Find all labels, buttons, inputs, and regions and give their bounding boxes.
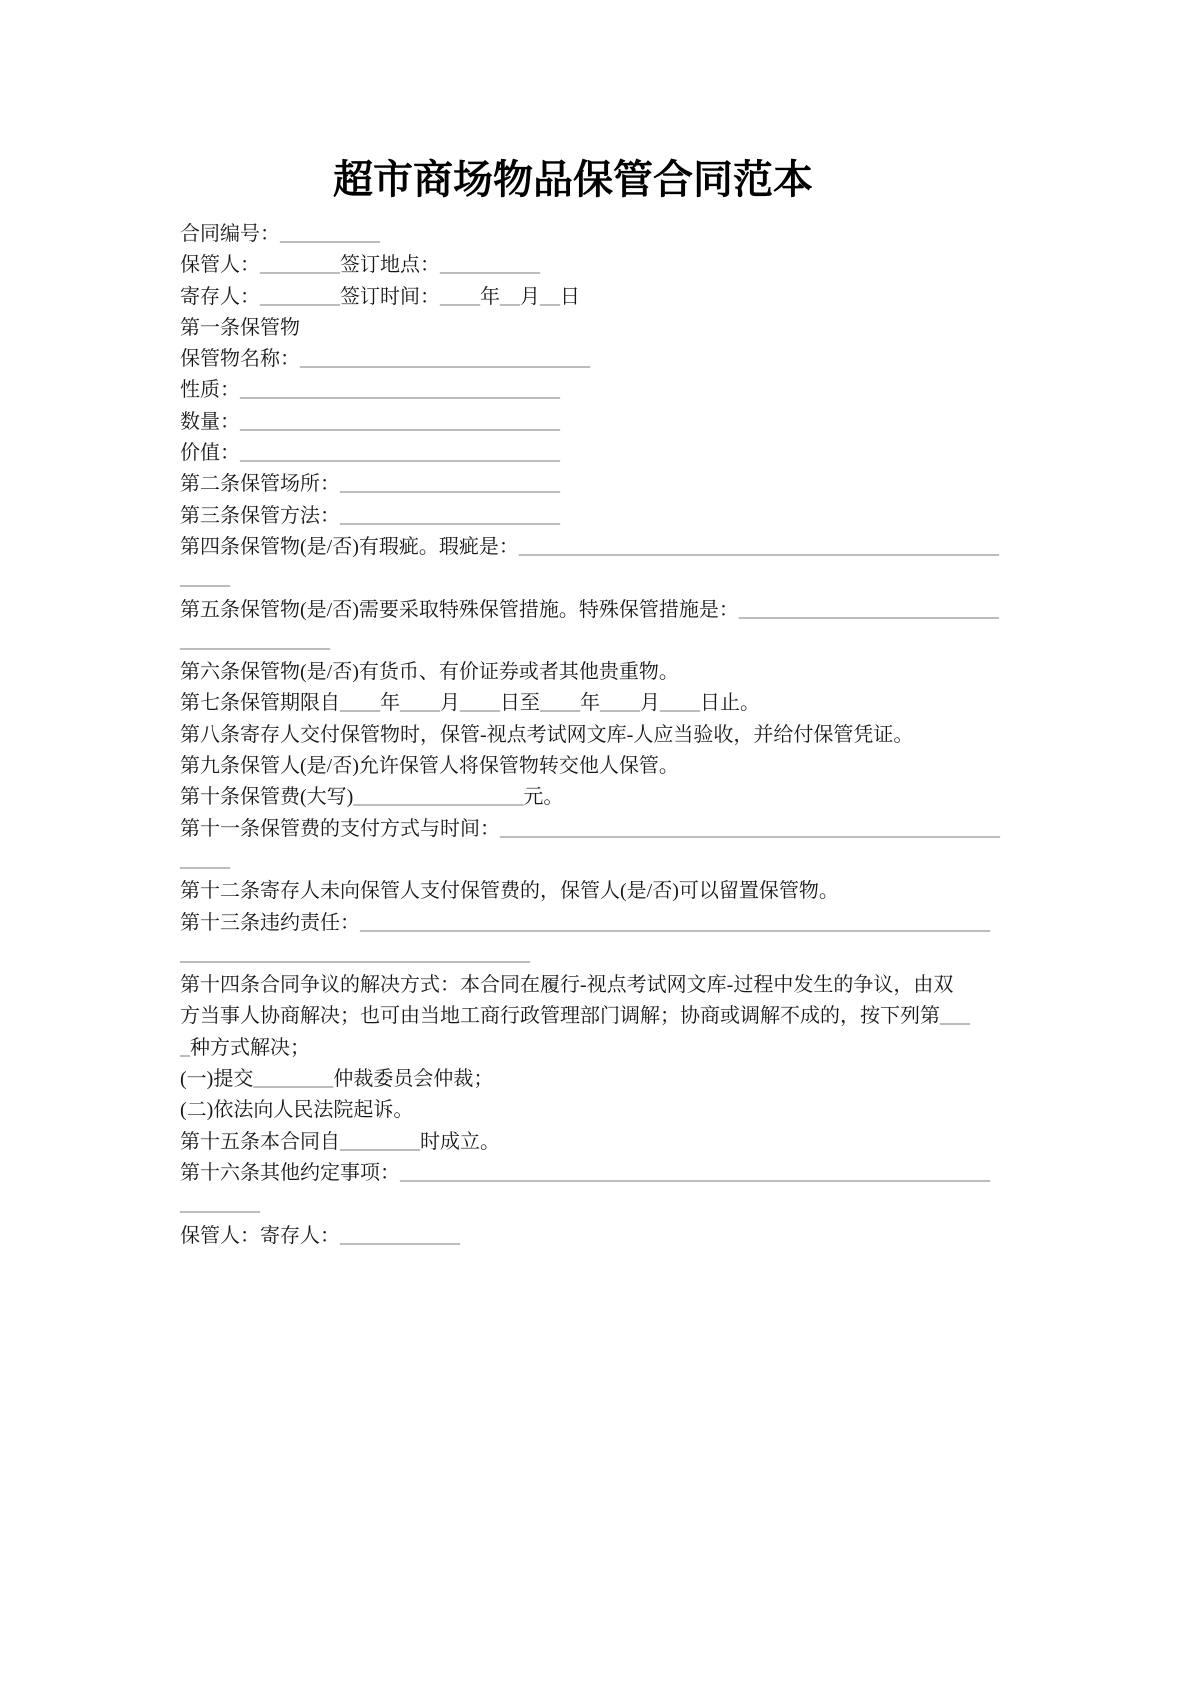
fill-in-blank: ______________________ [340,473,560,496]
contract-line [180,344,1016,375]
fill-in-blank: ____ [440,285,480,308]
fill-in-blank: ________ [253,1068,334,1091]
contract-text: 合同编号： [180,223,280,245]
contract-text: 寄存人： [180,285,260,308]
fill-in-blank: _______________________________________________________________ [360,911,990,934]
contract-text: 保管人： [180,254,260,277]
contract-text: 月 [640,692,660,715]
fill-in-blank: ________________________________ [240,442,560,465]
contract-text: 保管人：寄存人： [180,1224,340,1247]
contract-text: 签订时间： [340,285,440,308]
contract-line [180,1064,1016,1095]
contract-line [180,782,1016,813]
contract-text: 第九条保管人(是/否)允许保管人将保管物转交他人保管。 [180,755,679,778]
contract-line [180,939,1016,970]
contract-text: (一)提交 [180,1068,254,1091]
contract-line [180,501,1016,532]
fill-in-blank: ____ [460,692,500,715]
fill-in-blank: __________ [280,223,380,245]
contract-text: 数量： [180,410,240,433]
contract-line [180,469,1016,500]
contract-text: 年 [380,692,400,715]
contract-text: 第四条保管物(是/否)有瑕疵。瑕疵是： [180,535,519,558]
contract-line [180,1127,1016,1158]
fill-in-blank: _____________________________ [300,348,590,371]
contract-line [180,1189,1016,1220]
contract-text: 元。 [523,786,564,809]
contract-line [180,532,1016,563]
contract-line [180,1158,1016,1189]
fill-in-blank: ___________________________________________________________ [400,1161,990,1184]
contract-line [180,407,1016,438]
contract-text: 第三条保管方法： [180,504,340,527]
fill-in-blank: ____________ [340,1224,460,1247]
contract-line [180,657,1016,688]
contract-text: 性质： [180,379,240,402]
contract-text: 第十二条寄存人未向保管人支付保管费的，保管人(是/否)可以留置保管物。 [180,880,839,903]
contract-line [180,720,1016,751]
contract-line [180,375,1016,406]
contract-text: 方当事人协商解决；也可由当地工商行政管理部门调解；协商或调解不成的，按下列第 [180,1005,940,1028]
contract-line [180,970,1016,1001]
contract-line [180,313,1016,344]
fill-in-blank: __ [500,285,520,308]
contract-text: 第十一条保管费的支付方式与时间： [180,817,500,840]
fill-in-blank: _ [180,1036,190,1059]
fill-in-blank: ________________________________________________ [518,535,999,558]
contract-text: 第十三条违约责任： [180,911,360,934]
contract-text: 日止。 [700,692,760,715]
contract-text: 第二条保管场所： [180,473,340,496]
contract-line [180,1095,1016,1126]
fill-in-blank: ____ [540,692,580,715]
fill-in-blank: __ [540,285,560,308]
contract-text: 保管物名称： [180,348,300,371]
contract-text: 年 [580,692,600,715]
contract-text: 第十四条合同争议的解决方式：本合同在履行-视点考试网文库-过程中发生的争议，由双 [180,974,954,997]
fill-in-blank: ______________________ [340,504,560,527]
contract-text: 第八条寄存人交付保管物时，保管-视点考试网文库-人应当验收，并给付保管凭证。 [180,723,914,746]
fill-in-blank: __________ [440,254,540,277]
contract-line [180,1001,1016,1032]
contract-text: 签订地点： [340,254,440,277]
fill-in-blank: ________ [180,1193,260,1216]
contract-text: 第十五条本合同自 [180,1130,340,1153]
contract-text: 第六条保管物(是/否)有货币、有价证券或者其他贵重物。 [180,661,679,684]
contract-text: 第十六条其他约定事项： [180,1161,400,1184]
contract-line [180,814,1016,845]
contract-line [180,908,1016,939]
contract-text: 种方式解决； [190,1036,310,1059]
contract-text: 第十条保管费(大写) [180,786,354,809]
contract-text: 仲裁委员会仲裁； [333,1068,494,1091]
contract-line [180,626,1016,657]
fill-in-blank: ____ [660,692,700,715]
contract-line [180,1221,1016,1252]
fill-in-blank: ________________________________ [240,410,560,433]
fill-in-blank: _____ [180,848,230,871]
contract-text: 价值： [180,442,240,465]
contract-text: 第一条保管物 [180,316,300,339]
contract-text: 第七条保管期限自 [180,692,340,715]
contract-text: 月 [440,692,460,715]
fill-in-blank: ________________________________ [240,379,560,402]
contract-line [180,250,1016,281]
fill-in-blank: ____ [600,692,640,715]
contract-text: 日至 [500,692,540,715]
fill-in-blank: __________________________________________________ [500,817,1000,840]
fill-in-blank: __________________________ [738,598,999,621]
contract-text: 年 [480,285,500,308]
fill-in-blank: ____ [400,692,440,715]
contract-text: 日 [560,285,580,308]
contract-text: 月 [520,285,540,308]
contract-line [180,845,1016,876]
contract-line [180,751,1016,782]
contract-line [180,595,1016,626]
page-title: 超市商场物品保管合同范本 [333,157,813,202]
fill-in-blank: _________________ [353,786,524,809]
fill-in-blank: _____ [180,567,230,590]
fill-in-blank: ________ [260,285,340,308]
contract-text: (二)依法向人民法院起诉。 [180,1099,414,1122]
contract-line [180,438,1016,469]
contract-line [180,1033,1016,1064]
contract-line [180,688,1016,719]
contract-line [180,219,1016,250]
contract-line [180,282,1016,313]
contract-body [180,219,1016,1252]
contract-text: 第五条保管物(是/否)需要采取特殊保管措施。特殊保管措施是： [180,598,739,621]
fill-in-blank: ________ [260,254,340,277]
contract-text: 时成立。 [420,1130,500,1153]
fill-in-blank: ________ [340,1130,420,1153]
fill-in-blank: ___________________________________ [180,942,530,965]
fill-in-blank: ___ [940,1005,970,1028]
contract-line [180,563,1016,594]
fill-in-blank: _______________ [180,629,330,652]
fill-in-blank: ____ [340,692,380,715]
contract-line [180,876,1016,907]
